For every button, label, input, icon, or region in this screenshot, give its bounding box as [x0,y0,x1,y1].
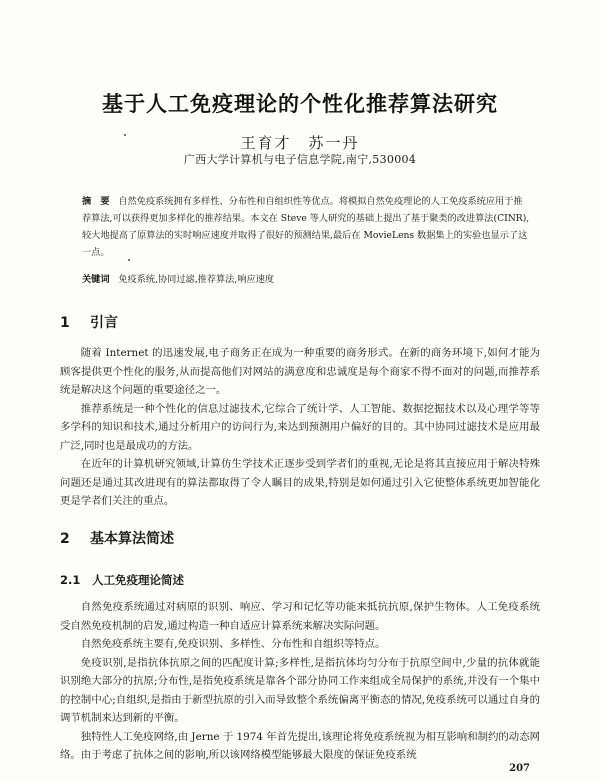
keywords-block [82,271,530,285]
scan-speck [128,259,130,261]
scan-speck [124,134,126,136]
section-2-title: 基本算法简述 [90,531,174,547]
paragraph: 自然免疫系统通过对病原的识别、响应、学习和记忆等功能来抵抗抗原,保护生物体。人工免疫系统受自然免疫机制的启发,通过构造一种自适应计算系统来解决实际问题。 [60,601,540,632]
section-2-1-heading [60,572,184,588]
abstract-text: 自然免疫系统拥有多样性、分布性和自组织性等优点。将模拟自然免疫理论的人工免疫系统应用于推荐算法,可以获得更加多样化的推荐结果。本文在 Steve 等人研究的基础上提出了基于聚类的改进算法(CINR),较大地提高了原算法的实时响应速度并取得了很好的预测结果,最后在 MovieLens 数据集上的实验也显示了这一点。 [82,196,530,258]
section-2-number: 2 [60,531,70,547]
section-2-1-title: 人工免疫理论简述 [92,573,184,587]
keywords-text: 免疫系统,协同过滤,推荐算法,响应速度 [118,274,275,285]
section-1-body [60,344,540,511]
paragraph: 推荐系统是一种个性化的信息过滤技术,它综合了统计学、人工智能、数据挖掘技术以及心理学等等多学科的知识和技术,通过分析用户的访问行为,来达到预测用户偏好的目的。其中协同过滤技术是应用最广泛,同时也是最成功的方法。 [60,402,540,452]
affiliation: 广西大学计算机与电子信息学院,南宁,530004 [183,153,417,166]
section-1-heading [60,312,118,332]
page-number: 207 [509,763,530,774]
section-1-number: 1 [60,315,70,331]
abstract-block [82,193,530,261]
paragraph: 自然免疫系统主要有,免疫识别、多样性、分布性和自组织等特点。 [80,638,386,650]
paragraph: 免疫识别,是指抗体抗原之间的匹配度计算;多样性,是指抗体均匀分布于抗原空间中,少量的抗体就能识别绝大部分的抗原;分布性,是指免疫系统是靠各个部分协同工作来组成全局保护的系统,并没有一个集中的控制中心;自组织,是指由于新型抗原的引入而导致整个系统偏离平衡态的情况,免疫系统可以通过自身的调节机制来达到新的平衡。 [60,656,540,724]
section-1-title: 引言 [90,315,118,331]
abstract-label: 摘 要 [82,196,110,207]
section-2-1-number: 2.1 [60,573,81,587]
paper-title: 基于人工免疫理论的个性化推荐算法研究 [102,92,498,116]
paragraph: 随着 Internet 的迅速发展,电子商务正在成为一种重要的商务形式。在新的商务环境下,如何才能为顾客提供更个性化的服务,从而提高他们对网站的满意度和忠诚度是每个商家不得不面对的问题,而推荐系统是解决这个问题的重要途径之一。 [60,347,540,396]
paragraph: 在近年的计算机研究领域,计算仿生学技术正逐步受到学者们的重视,无论是将其直接应用于解决特殊问题还是通过其改进现有的算法都取得了令人瞩目的成果,特别是如何通过引入它使整体系统更加智能化更是学者们关注的重点。 [60,458,540,507]
section-2-heading [60,528,174,548]
authors: 王育才 苏一丹 [240,134,360,152]
section-2-1-body [60,598,540,765]
keywords-label: 关键词 [82,274,110,285]
paragraph: 独特性人工免疫网络,由 Jerne 于 1974 年首先提出,该理论将免疫系统视为相互影响和制约的动态网络。由于考虑了抗体之间的影响,所以该网络模型能够最大限度的保证免疫系统 [60,730,540,761]
